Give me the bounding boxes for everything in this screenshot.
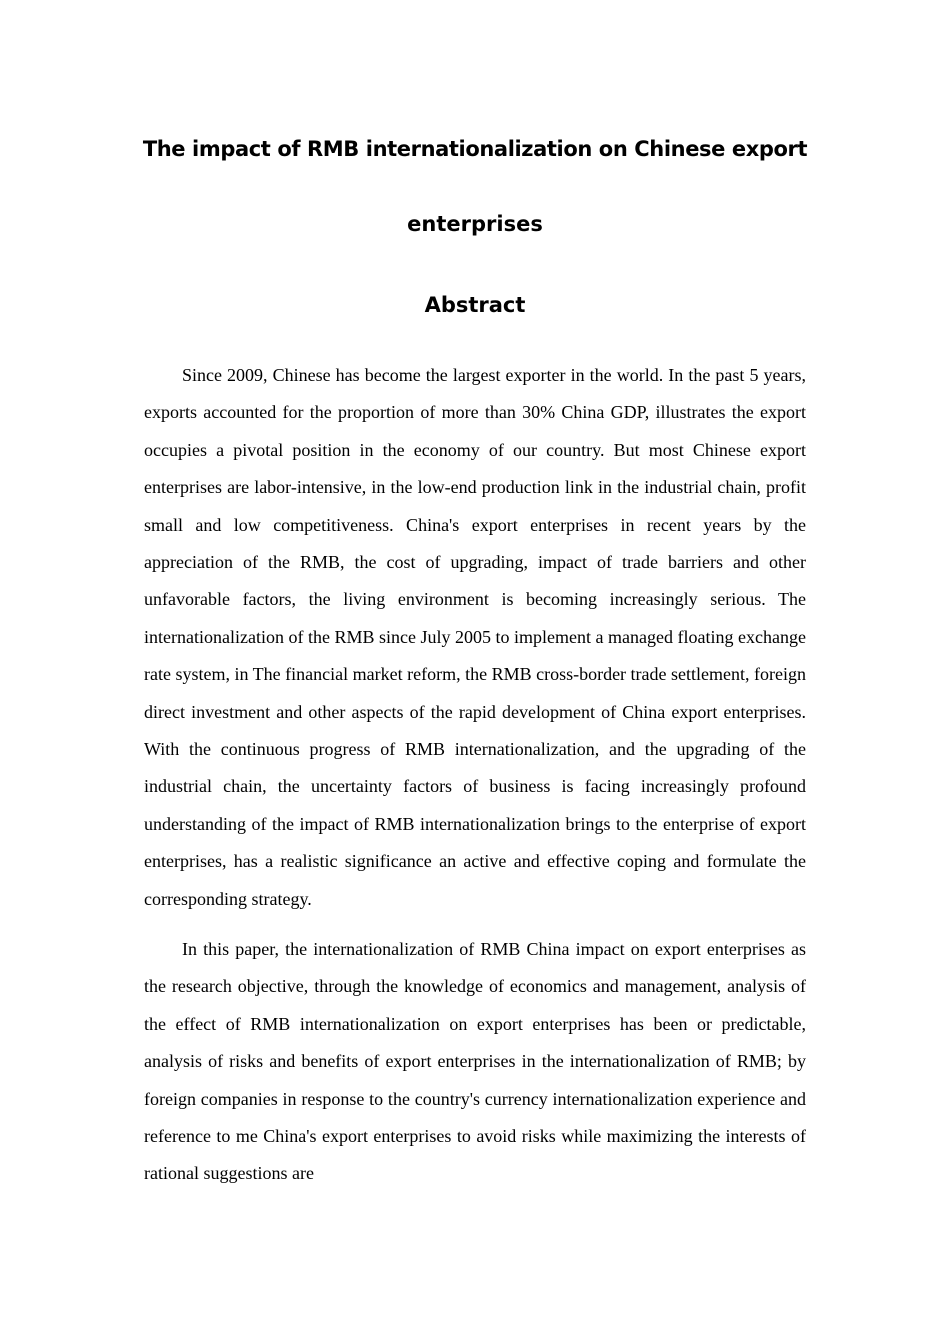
abstract-paragraph-2: In this paper, the internationalization of RMB China impact on export enterprises as the research objective, through the knowledge of economics and management, analysis of the effect of RMB internationalization on export enterprises has been or predictable, analysis of risks and benefits of export enterprises in the internationalization of RMB; by foreign companies in response to the country's currency internationalization experience and reference to me China's export enterprises to avoid risks while maximizing the interests of rational suggestions are — [144, 939, 806, 1184]
abstract-heading: Abstract — [424, 293, 526, 317]
paper-title-line-1: The impact of RMB internationalization on Chinese export — [142, 137, 808, 161]
paper-title-line-2: enterprises — [407, 212, 543, 236]
abstract-paragraph-1: Since 2009, Chinese has become the largest exporter in the world. In the past 5 years, exports accounted for the proportion of more than 30% China GDP, illustrates the export occupies a pivotal position in the economy of our country. But most Chinese export enterprises are labor-intensive, in the low-end production link in the industrial chain, profit small and low competitiveness. China's export enterprises in recent years by the appreciation of the RMB, the cost of upgrading, impact of trade barriers and other unfavorable factors, the living environment is becoming increasingly serious. The internationalization of the RMB since July 2005 to implement a managed floating exchange rate system, in The financial market reform, the RMB cross-border trade settlement, foreign direct investment and other aspects of the rapid development of China export enterprises. With the continuous progress of RMB internationalization, and the upgrading of the industrial chain, the uncertainty factors of business is facing increasingly profound understanding of the impact of RMB internationalization brings to the enterprise of export enterprises, has a realistic significance an active and effective coping and formulate the corresponding strategy. — [144, 365, 806, 909]
